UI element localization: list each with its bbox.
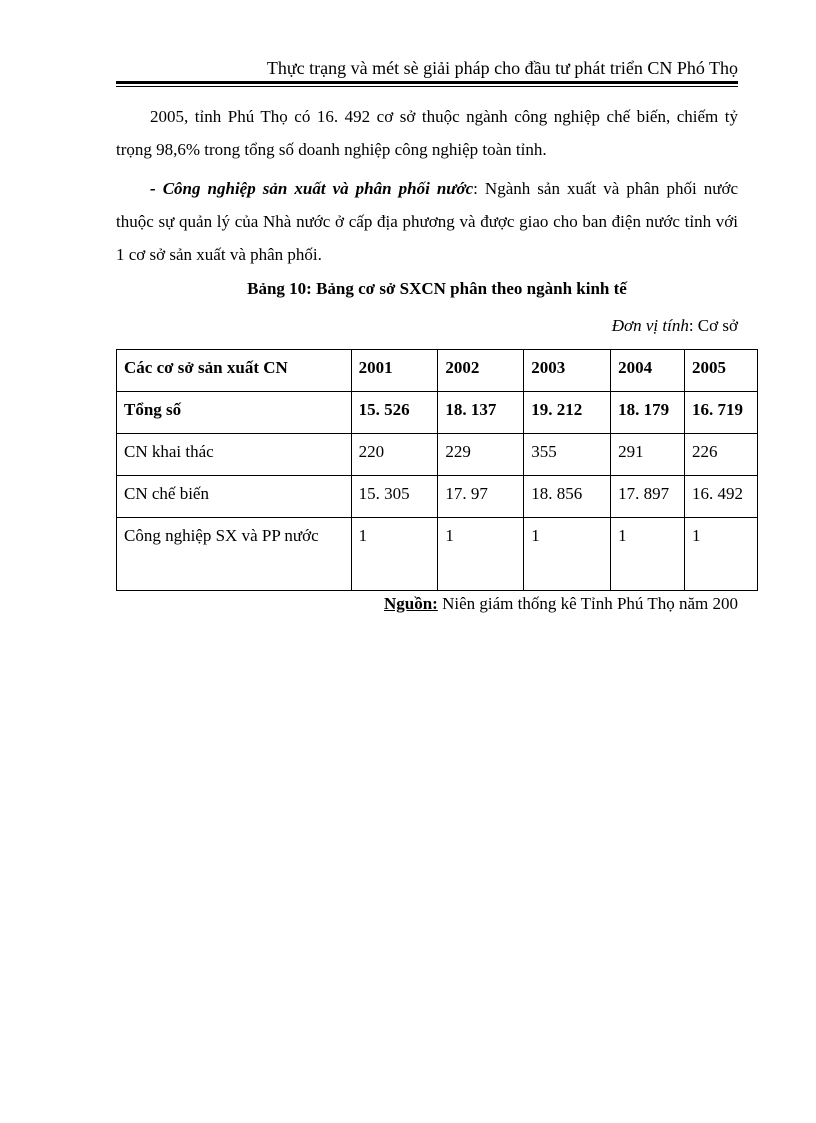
unit-value: : Cơ sở [688, 316, 738, 335]
table-cell: 1 [351, 518, 438, 591]
header-rule-thick [116, 81, 738, 84]
source-label: Nguồn: [383, 594, 438, 613]
table-cell: 1 [524, 518, 611, 591]
table-cell: 19. 212 [524, 392, 611, 434]
paragraph-2 [116, 172, 738, 271]
header-rule-thin [116, 86, 738, 87]
header-cell-2002: 2002 [438, 350, 524, 392]
table-cell: CN chế biến [117, 476, 352, 518]
table-row-water [117, 518, 758, 591]
header-cell-category: Các cơ sở sản xuất CN [117, 350, 352, 392]
table-cell: 1 [438, 518, 524, 591]
header-cell-2003: 2003 [524, 350, 611, 392]
paragraph-1 [116, 100, 738, 166]
table-caption: Bảng 10: Bảng cơ sở SXCN phân theo ngành kinh tế [247, 279, 627, 298]
unit-label: Đơn vị tính [611, 316, 689, 335]
table-cell: 18. 137 [438, 392, 524, 434]
table-row-mining [117, 434, 758, 476]
data-table [116, 349, 758, 591]
table-cell: 15. 305 [351, 476, 438, 518]
table-cell: 1 [685, 518, 758, 591]
table-cell: CN khai thác [117, 434, 352, 476]
table-cell: 18. 179 [611, 392, 685, 434]
table-cell: 16. 492 [685, 476, 758, 518]
table-header-row [117, 350, 758, 392]
table-cell: 17. 897 [611, 476, 685, 518]
paragraph-2-text: : Ngành sản xuất và phân phối nước thuộc sự quản lý của Nhà nước ở cấp địa phương và được giao cho ban điện nước tỉnh với 1 cơ sở sản xuất và phân phối. [116, 179, 738, 264]
table-row-total [117, 392, 758, 434]
source-text: Niên giám thống kê Tỉnh Phú Thọ năm 200 [437, 594, 738, 613]
table-cell: 226 [685, 434, 758, 476]
header-cell-2005: 2005 [685, 350, 758, 392]
running-header: Thực trạng và mét sè giải pháp cho đầu tư phát triển CN Phó Thọ [266, 58, 738, 78]
paragraph-2-heading: - Công nghiệp sản xuất và phân phối nước [150, 179, 474, 198]
table-cell: Công nghiệp SX và PP nước [117, 518, 352, 591]
table-cell: 220 [351, 434, 438, 476]
table-row-processing [117, 476, 758, 518]
table-cell: 355 [524, 434, 611, 476]
header-cell-2004: 2004 [611, 350, 685, 392]
paragraph-1-text: 2005, tỉnh Phú Thọ có 16. 492 cơ sở thuộc ngành công nghiệp chế biến, chiếm tỷ trọng 98,6% trong tổng số doanh nghiệp công nghiệp toàn tỉnh. [116, 107, 738, 159]
table-cell: 16. 719 [685, 392, 758, 434]
unit-line [116, 314, 738, 338]
table-cell: 291 [611, 434, 685, 476]
table-cell: 229 [438, 434, 524, 476]
table-cell: 18. 856 [524, 476, 611, 518]
table-cell: 1 [611, 518, 685, 591]
table-cell: 17. 97 [438, 476, 524, 518]
table-cell: 15. 526 [351, 392, 438, 434]
source-note [116, 592, 738, 616]
header-cell-2001: 2001 [351, 350, 438, 392]
table-cell: Tổng số [117, 392, 352, 434]
